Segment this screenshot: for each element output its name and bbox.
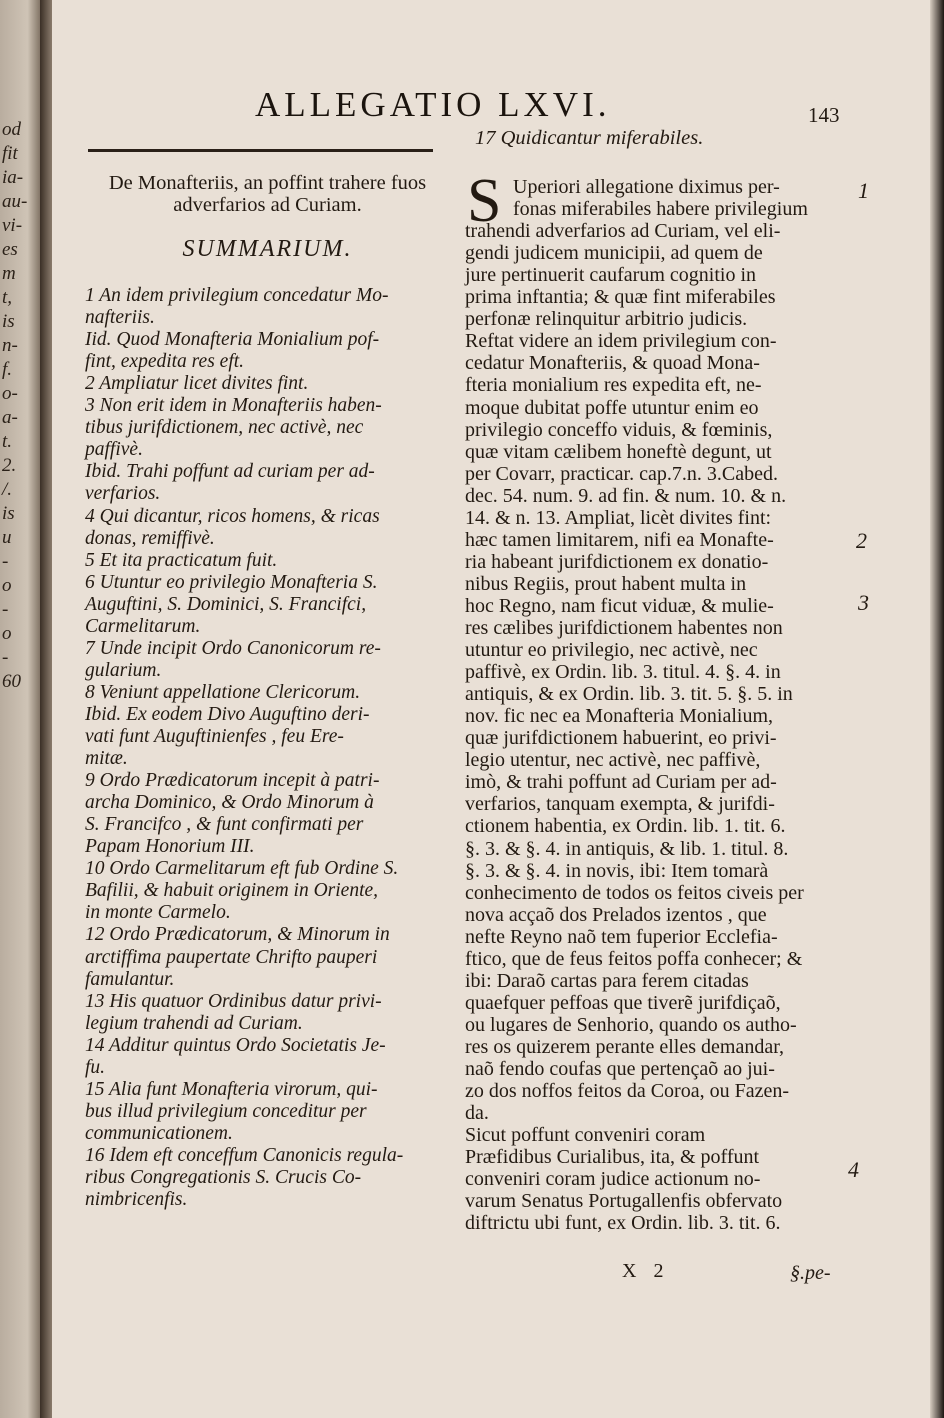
body-line: paffivè, ex Ordin. lib. 3. titul. 4. §. 4. in bbox=[465, 661, 781, 684]
summary-line: 9 Ordo Prædicatorum incepit à patri- bbox=[85, 770, 380, 792]
body-line: 14. & n. 13. Ampliat, licèt divites fint: bbox=[465, 506, 772, 529]
body-line: perfonæ relinquitur arbitrio judicis. bbox=[465, 308, 748, 331]
facing-page-fragment: o- bbox=[2, 383, 18, 404]
summary-line: 8 Veniunt appellatione Clericorum. bbox=[85, 681, 361, 703]
body-line: da. bbox=[465, 1102, 489, 1125]
summary-line: fu. bbox=[85, 1056, 106, 1078]
body-line: per Covarr, practicar. cap.7.n. 3.Cabed. bbox=[465, 462, 778, 485]
body-line: nibus Regiis, prout habent multa in bbox=[465, 572, 747, 595]
body-line: fteria monialium res expedita eft, ne- bbox=[465, 374, 762, 397]
facing-page-fragment: o bbox=[2, 575, 12, 596]
body-line: varum Senatus Portugallenfis obfervato bbox=[465, 1190, 783, 1213]
summary-line: fint, expedita res eft. bbox=[85, 351, 245, 373]
body-line: cedatur Monafteriis, & quoad Mona- bbox=[465, 352, 760, 375]
facing-page-fragment: n- bbox=[2, 335, 18, 356]
facing-page-fragment: - bbox=[2, 647, 9, 668]
body-line: moque dubitat poffe utuntur enim eo bbox=[465, 396, 759, 419]
body-line: ctionem habentia, ex Ordin. lib. 1. tit. 6. bbox=[465, 815, 786, 838]
page-title: ALLEGATIO LXVI. bbox=[255, 85, 611, 124]
summary-line: tibus jurifdictionem, nec activè, nec bbox=[85, 417, 364, 439]
body-line: res cælibes jurifdictionem habentes non bbox=[465, 617, 783, 639]
body-line: Uperiori allegatione diximus per- bbox=[513, 176, 780, 198]
facing-page-fragment: vi- bbox=[2, 215, 23, 236]
facing-page-fragment: u bbox=[2, 527, 12, 548]
summary-line: 12 Ordo Prædicatorum, & Minorum in bbox=[85, 924, 390, 946]
body-line: utuntur eo privilegio, nec activè, nec bbox=[465, 639, 758, 662]
summary-line: verfarios. bbox=[85, 483, 161, 505]
facing-page-fragment: /. bbox=[2, 479, 13, 500]
summary-line: Papam Honorium III. bbox=[85, 836, 255, 858]
facing-page-fragment: t. bbox=[2, 431, 13, 452]
body-line: diftrictu ubi funt, ex Ordin. lib. 3. tit. 6. bbox=[465, 1212, 781, 1235]
summary-line: nafteriis. bbox=[85, 307, 155, 329]
body-line: privilegio conceffo viduis, & fœminis, bbox=[465, 418, 773, 441]
facing-page-fragment: f. bbox=[2, 359, 13, 380]
facing-page-fragment: - bbox=[2, 551, 9, 572]
margin-number: 3 bbox=[858, 590, 869, 615]
right-first-line: 17 Quidicantur miferabiles. bbox=[475, 127, 704, 149]
summary-line: 4 Qui dicantur, ricos homens, & ricas bbox=[85, 505, 380, 527]
body-line: naõ fendo coufas que pertençaõ ao jui- bbox=[465, 1058, 775, 1080]
summary-line: 7 Unde incipit Ordo Canonicorum re- bbox=[85, 637, 381, 659]
summary-line: donas, remiffivè. bbox=[85, 527, 215, 549]
summary-line: Iid. Quod Monafteria Monialium pof- bbox=[85, 329, 380, 351]
facing-page-fragment: es bbox=[2, 239, 18, 260]
summary-line: in monte Carmelo. bbox=[85, 902, 231, 924]
summary-line: famulantur. bbox=[85, 968, 175, 990]
summary-line: 16 Idem eft conceffum Canonicis regula- bbox=[85, 1144, 404, 1166]
body-line: verfarios, tanquam exempta, & jurifdi- bbox=[465, 793, 775, 816]
summary-line: 1 An idem privilegium concedatur Mo- bbox=[85, 285, 389, 306]
body-line: §. 3. & §. 4. in novis, ibi: Item tomarà bbox=[465, 859, 769, 882]
body-line: conhecimento de todos os feitos civeis per bbox=[465, 881, 804, 904]
facing-page-fragment: a- bbox=[2, 407, 18, 428]
body-line: ria habeant jurifdictionem ex donatio- bbox=[465, 550, 769, 573]
summary-line: vati funt Auguftinienfes , feu Ere- bbox=[85, 726, 344, 747]
summary-line: legium trahendi ad Curiam. bbox=[85, 1012, 303, 1034]
page-number: 143 bbox=[808, 103, 840, 127]
body-line: nova acçaõ dos Prelados izentos , que bbox=[465, 903, 767, 926]
body-line: gendi judicem municipii, ad quem de bbox=[465, 242, 763, 265]
body-line: fonas miferabiles habere privilegium bbox=[513, 198, 808, 221]
margin-number: 1 bbox=[858, 178, 869, 203]
body-line: antiquis, & ex Ordin. lib. 3. tit. 5. §. 5. in bbox=[465, 683, 793, 706]
summary-line: Ibid. Trahi poffunt ad curiam per ad- bbox=[85, 461, 375, 483]
body-line: imò, & trahi poffunt ad Curiam per ad- bbox=[465, 771, 777, 794]
facing-page-fragment: ia- bbox=[2, 167, 24, 188]
facing-page-fragment: 60 bbox=[2, 671, 21, 692]
body-line: ou lugares de Senhorio, quando os autho- bbox=[465, 1013, 797, 1036]
body-line: prima inftantia; & quæ fint miferabiles bbox=[465, 286, 776, 309]
body-line: ftico, que de feus feitos poffa conhecer; & bbox=[465, 947, 803, 970]
catchword: §.pe- bbox=[790, 1262, 831, 1284]
summary-line: 14 Additur quintus Ordo Societatis Je- bbox=[85, 1034, 386, 1056]
summary-line: 5 Et ita practicatum fuit. bbox=[85, 549, 278, 571]
body-line: hoc Regno, nam ficut viduæ, & mulie- bbox=[465, 594, 774, 617]
facing-page-fragment: od bbox=[2, 119, 21, 140]
summary-line: arctiffima paupertate Chrifto pauperi bbox=[85, 946, 378, 968]
summary-line: 13 His quatuor Ordinibus datur privi- bbox=[85, 990, 382, 1012]
summary-line: Auguftini, S. Dominici, S. Francifci, bbox=[85, 593, 367, 615]
body-line: dec. 54. num. 9. ad fin. & num. 10. & n. bbox=[465, 484, 787, 507]
summary-line: communicationem. bbox=[85, 1122, 233, 1144]
body-line: trahendi adverfarios ad Curiam, vel eli- bbox=[465, 220, 781, 243]
summary-line: gularium. bbox=[85, 659, 162, 681]
facing-page-fragment: au- bbox=[2, 191, 28, 212]
margin-number: 2 bbox=[856, 528, 867, 553]
margin-number: 4 bbox=[848, 1157, 859, 1182]
signature-mark: X 2 bbox=[622, 1260, 670, 1282]
facing-page-fragment: fit bbox=[2, 143, 18, 164]
summary-line: paffivè. bbox=[85, 439, 143, 461]
drop-cap: S bbox=[467, 167, 502, 235]
body-line: conveniri coram judice actionum no- bbox=[465, 1168, 761, 1191]
facing-page-fragment: m bbox=[2, 263, 16, 284]
summary-line: 3 Non erit idem in Monafteriis haben- bbox=[85, 395, 382, 417]
body-line: jure pertinuerit caufarum cognitio in bbox=[465, 264, 757, 287]
body-line: Reftat videre an idem privilegium con- bbox=[465, 330, 777, 353]
summary-line: mitæ. bbox=[85, 748, 128, 770]
body-line: Sicut poffunt conveniri coram bbox=[465, 1124, 706, 1147]
body-line: nov. fic nec ea Monafteria Monialium, bbox=[465, 705, 774, 728]
summary-line: 15 Alia funt Monafteria virorum, qui- bbox=[85, 1078, 378, 1100]
body-line: Præfidibus Curialibus, ita, & poffunt bbox=[465, 1146, 760, 1169]
left-heading-line: De Monafteriis, an poffint trahere fuos bbox=[108, 172, 427, 194]
page-edge-shadow bbox=[930, 0, 944, 1418]
body-line: ibi: Daraõ cartas para ferem citadas bbox=[465, 969, 749, 992]
summary-line: 2 Ampliatur licet divites fint. bbox=[85, 373, 309, 395]
body-line: quæ jurifdictionem habuerint, eo privi- bbox=[465, 727, 777, 750]
header-rule bbox=[88, 149, 433, 152]
summary-line: 10 Ordo Carmelitarum eft fub Ordine S. bbox=[85, 858, 399, 880]
body-line: quaefquer peffoas que tiverẽ jurifdiçaõ, bbox=[465, 991, 781, 1014]
facing-page-fragment: is bbox=[2, 311, 15, 332]
facing-page-fragment: - bbox=[2, 599, 9, 620]
facing-page-fragment: 2. bbox=[2, 455, 17, 476]
summary-line: 6 Utuntur eo privilegio Monafteria S. bbox=[85, 571, 378, 593]
summarium-title: SUMMARIUM. bbox=[182, 236, 353, 262]
body-line: zo dos noffos feitos da Coroa, ou Fazen- bbox=[465, 1080, 790, 1103]
body-line: nefte Reyno naõ tem fuperior Ecclefia- bbox=[465, 925, 778, 948]
summary-line: S. Francifco , & funt confirmati per bbox=[85, 814, 364, 836]
summary-line: Carmelitarum. bbox=[85, 615, 201, 637]
facing-page-fragment: t, bbox=[2, 287, 13, 308]
body-line: §. 3. & §. 4. in antiquis, & lib. 1. titul. 8. bbox=[465, 837, 789, 860]
body-line: quæ vitam cælibem honeftè degunt, ut bbox=[465, 440, 772, 463]
body-line: legio utentur, nec activè, nec paffivè, bbox=[465, 749, 761, 772]
summary-line: ribus Congregationis S. Crucis Co- bbox=[85, 1167, 362, 1188]
summary-line: Bafilii, & habuit originem in Oriente, bbox=[85, 880, 379, 902]
summary-line: nimbricenfis. bbox=[85, 1189, 188, 1211]
summary-line: archa Dominico, & Ordo Minorum à bbox=[85, 792, 374, 814]
summary-line: bus illud privilegium conceditur per bbox=[85, 1100, 367, 1122]
facing-page-fragment: is bbox=[2, 503, 15, 524]
body-line: hæc tamen limitarem, nifi ea Monafte- bbox=[465, 528, 774, 551]
left-heading-line: adverfarios ad Curiam. bbox=[173, 194, 362, 216]
facing-page-fragment: o bbox=[2, 623, 12, 644]
summary-line: Ibid. Ex eodem Divo Auguftino deri- bbox=[85, 703, 370, 725]
body-line: res os quizerem perante elles demandar, bbox=[465, 1035, 785, 1058]
page-binding-shadow bbox=[40, 0, 52, 1418]
